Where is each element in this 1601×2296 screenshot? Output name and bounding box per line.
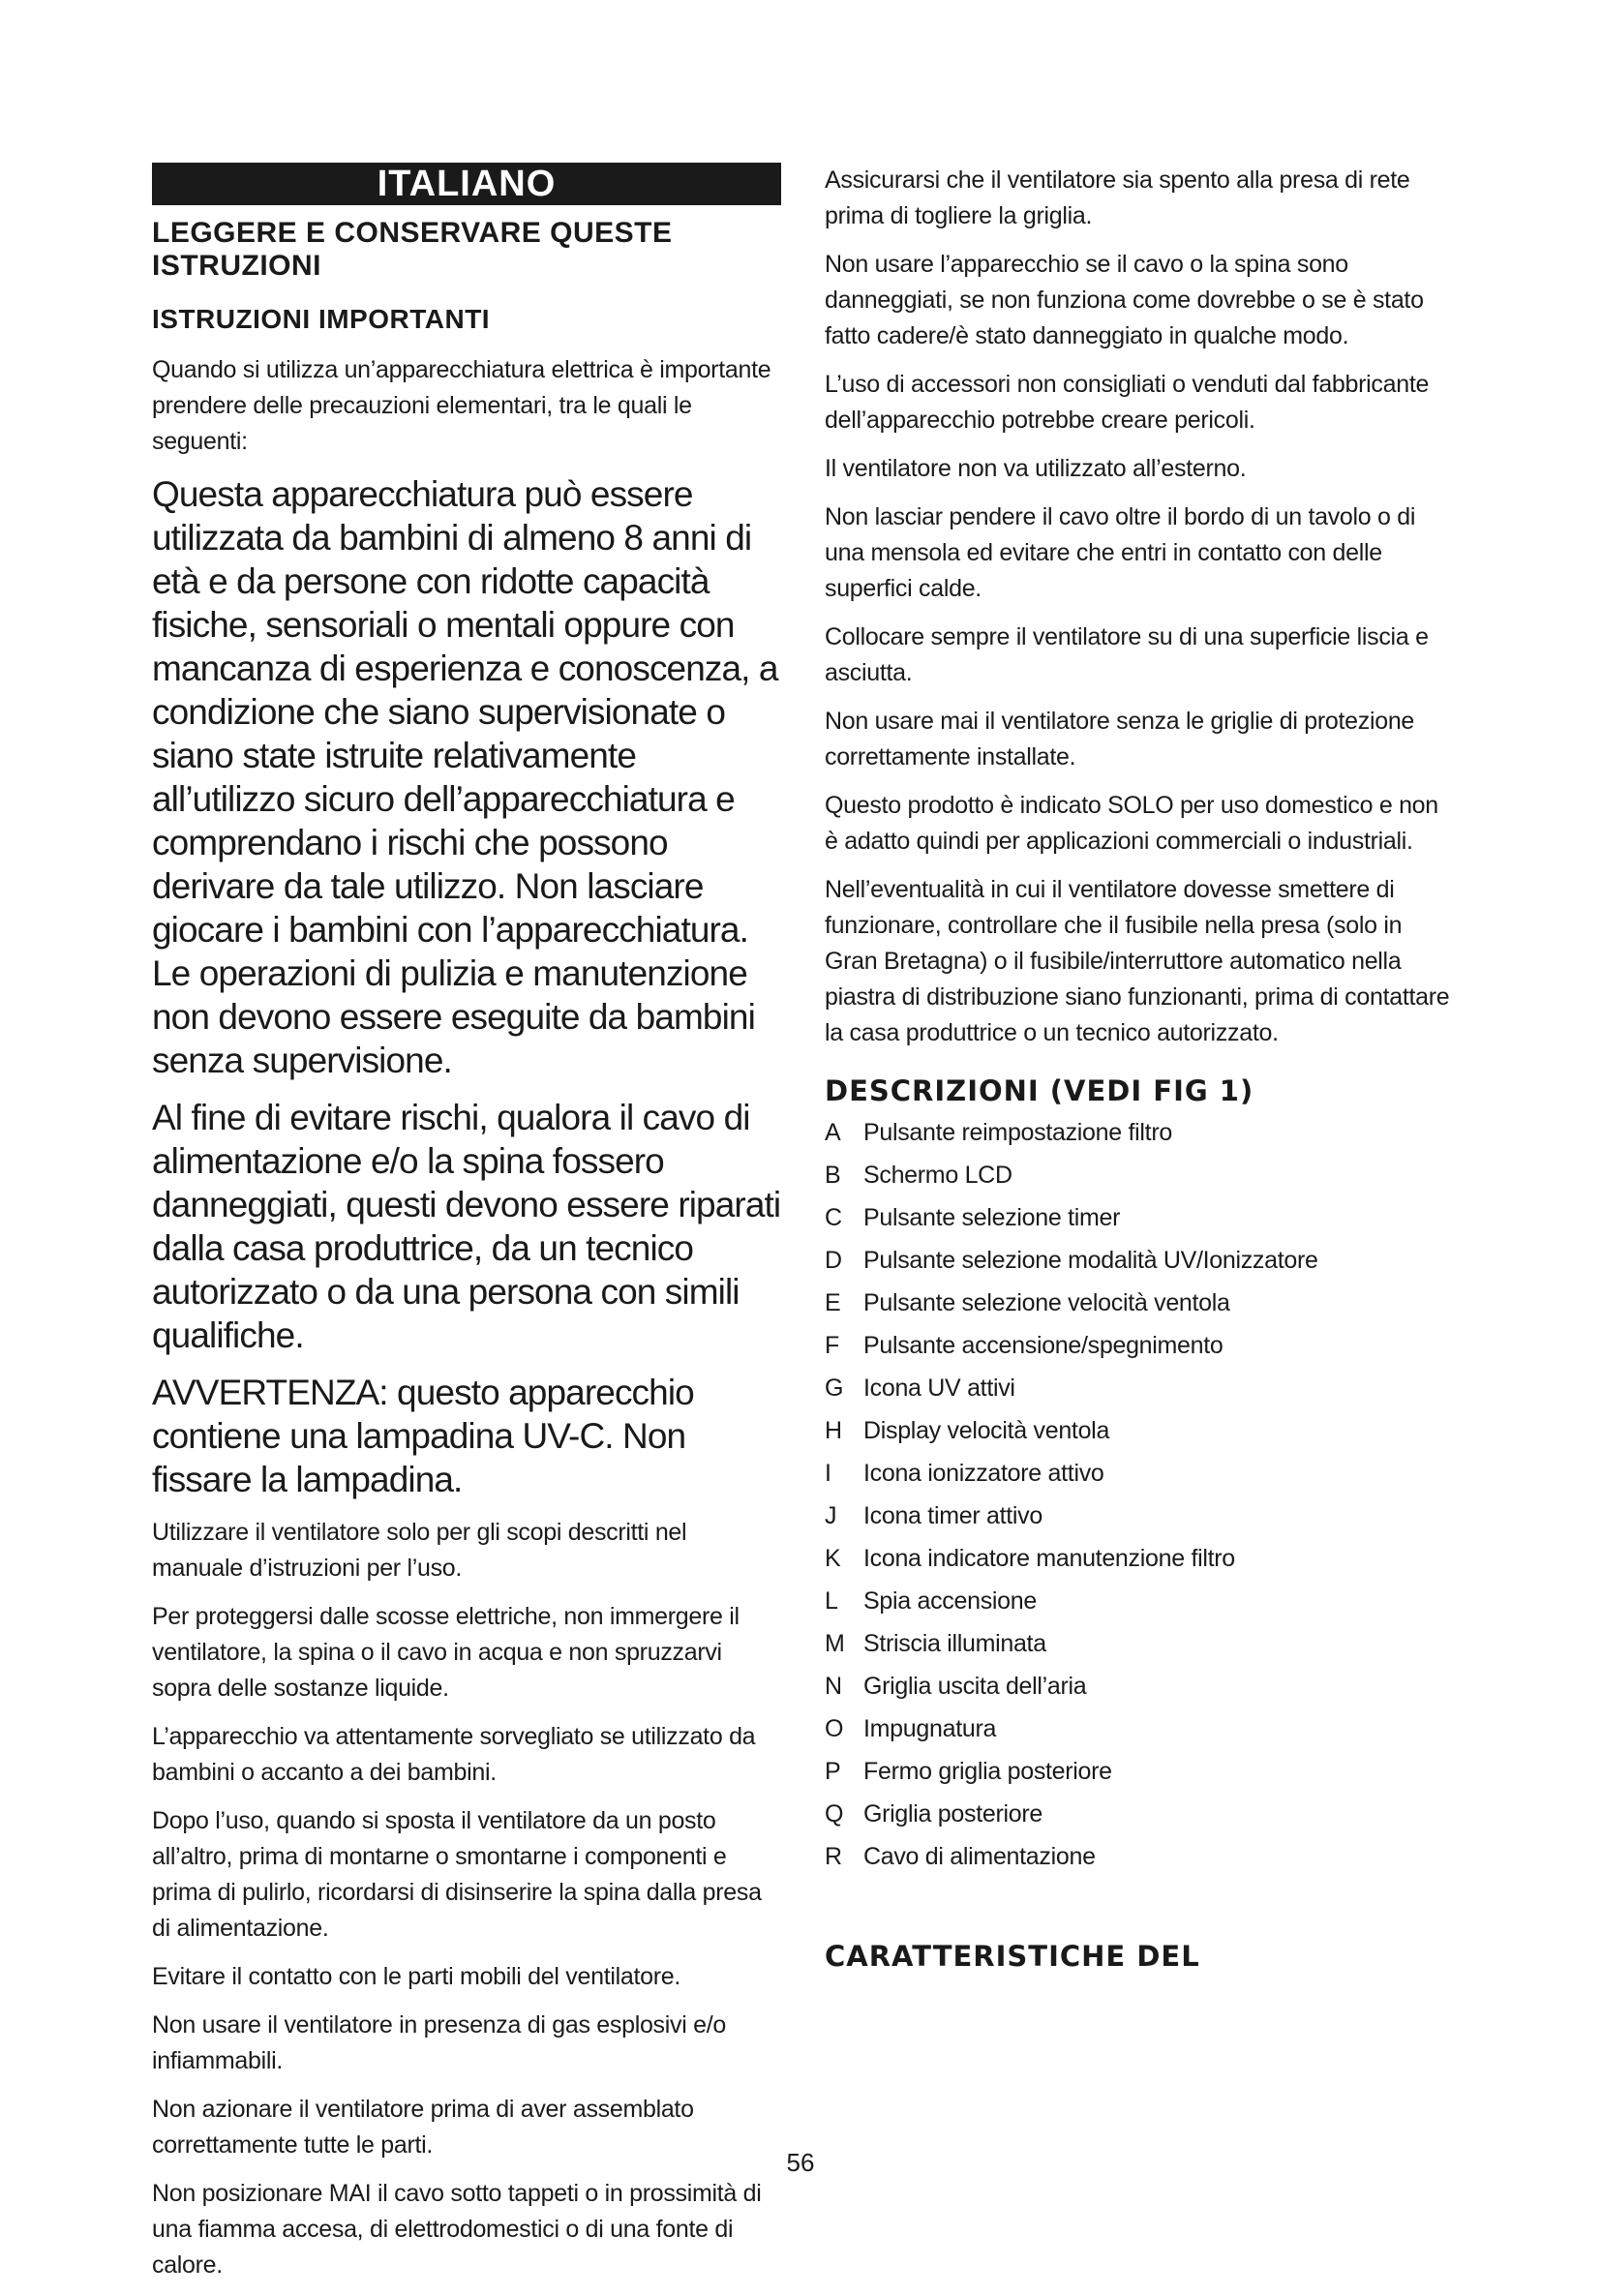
- safety-paragraph: Per proteggersi dalle scosse elettriche, non immergere il ventilatore, la spina o il cavo in acqua e non spruzzarvi sopra delle sostanze liquide.: [152, 1603, 740, 1702]
- description-text: Impugnatura: [863, 1715, 997, 1742]
- description-letter: C: [825, 1204, 842, 1231]
- description-letter: M: [825, 1630, 845, 1657]
- safety-paragraph: Non usare il ventilatore in presenza di gas esplosivi e/o infiammabili.: [152, 2011, 726, 2074]
- description-item: [825, 1622, 1454, 1665]
- language-banner: ITALIANO: [152, 163, 781, 205]
- important-instructions-heading: ISTRUZIONI IMPORTANTI: [152, 304, 491, 334]
- document-title: LEGGERE E CONSERVARE QUESTE ISTRUZIONI: [152, 217, 673, 282]
- safety-paragraph: Non azionare il ventilatore prima di aver assemblato correttamente tutte le parti.: [152, 2096, 694, 2159]
- safety-paragraph: L’uso di accessori non consigliati o venduti dal fabbricante dell’apparecchio potrebbe creare pericoli.: [825, 371, 1430, 434]
- description-item: [825, 1580, 1454, 1622]
- description-text: Griglia posteriore: [863, 1800, 1042, 1828]
- description-text: Pulsante selezione velocità ventola: [863, 1289, 1230, 1316]
- description-item: [825, 1196, 1454, 1239]
- description-item: [825, 1367, 1454, 1409]
- descriptions-list: [825, 1111, 1454, 1878]
- description-letter: P: [825, 1758, 841, 1785]
- safety-paragraph: Nell’eventualità in cui il ventilatore dovesse smettere di funzionare, controllare che il fusibile nella presa (solo in Gran Bretagna) o il fusibile/interruttore automatico nella piastra di distribuzione siano funzionanti, prima di contattare la casa produttrice o un tecnico autorizzato.: [825, 876, 1450, 1046]
- description-item: [825, 1537, 1454, 1580]
- description-item: [825, 1409, 1454, 1452]
- description-text: Pulsante reimpostazione filtro: [863, 1119, 1172, 1146]
- description-letter: J: [825, 1502, 837, 1529]
- safety-paragraph: Non posizionare MAI il cavo sotto tappeti o in prossimità di una fiamma accesa, di elettrodomestici o di una fonte di calore.: [152, 2180, 762, 2279]
- warning-uv-lamp: AVVERTENZA: questo apparecchio contiene una lampadina UV-C. Non fissare la lampadina.: [152, 1373, 694, 1499]
- description-item: [825, 1750, 1454, 1793]
- description-letter: E: [825, 1289, 841, 1316]
- safety-paragraph: Non usare l’apparecchio se il cavo o la spina sono danneggiati, se non funziona come dovrebbe o se è stato fatto cadere/è stato danneggiato in qualche modo.: [825, 251, 1424, 349]
- description-letter: A: [825, 1119, 841, 1146]
- description-letter: D: [825, 1247, 842, 1274]
- safety-paragraph: Utilizzare il ventilatore solo per gli scopi descritti nel manuale d’istruzioni per l’uso.: [152, 1519, 687, 1582]
- description-text: Spia accensione: [863, 1587, 1037, 1615]
- description-letter: F: [825, 1332, 839, 1359]
- description-item: [825, 1495, 1454, 1537]
- left-column: [152, 163, 781, 2296]
- description-text: Pulsante accensione/spegnimento: [863, 1332, 1223, 1359]
- safety-paragraph: Questo prodotto è indicato SOLO per uso domestico e non è adatto quindi per applicazioni commerciali o industriali.: [825, 792, 1438, 855]
- description-item: [825, 1282, 1454, 1324]
- description-text: Cavo di alimentazione: [863, 1843, 1096, 1870]
- description-letter: O: [825, 1715, 844, 1742]
- description-letter: H: [825, 1417, 842, 1444]
- safety-paragraph: L’apparecchio va attentamente sorvegliato se utilizzato da bambini o accanto a dei bambini.: [152, 1723, 756, 1786]
- description-text: Display velocità ventola: [863, 1417, 1110, 1444]
- right-column: [825, 163, 1454, 1977]
- safety-paragraph: Collocare sempre il ventilatore su di una superficie liscia e asciutta.: [825, 623, 1429, 686]
- description-text: Icona indicatore manutenzione filtro: [863, 1545, 1235, 1572]
- safety-paragraph: Evitare il contatto con le parti mobili del ventilatore.: [152, 1963, 680, 1990]
- warning-children: Questa apparecchiatura può essere utilizzata da bambini di almeno 8 anni di età e da persone con ridotte capacità fisiche, sensoriali o mentali oppure con mancanza di esperienza e conoscenza, a condizione che siano supervisionate o siano state istruite relativamente all’utilizzo sicuro dell’apparecchiatura e comprendano i rischi che possono derivare da tale utilizzo. Non lasciare giocare i bambini con l’apparecchiatura. Le operazioni di pulizia e manutenzione non devono essere eseguite da bambini senza supervisione.: [152, 474, 778, 1080]
- description-text: Griglia uscita dell’aria: [863, 1673, 1087, 1700]
- description-letter: I: [825, 1460, 831, 1487]
- description-letter: Q: [825, 1800, 844, 1828]
- description-text: Schermo LCD: [863, 1162, 1012, 1189]
- description-item: [825, 1665, 1454, 1707]
- description-item: [825, 1111, 1454, 1154]
- intro-paragraph: Quando si utilizza un’apparecchiatura elettrica è importante prendere delle precauzioni elementari, tra le quali le seguenti:: [152, 356, 771, 455]
- description-item: [825, 1793, 1454, 1835]
- safety-paragraph: Non usare mai il ventilatore senza le griglie di protezione correttamente installate.: [825, 708, 1415, 770]
- description-item: [825, 1154, 1454, 1196]
- safety-paragraph: Non lasciar pendere il cavo oltre il bordo di un tavolo o di una mensola ed evitare che entri in contatto con delle superfici calde.: [825, 503, 1416, 602]
- description-text: Icona timer attivo: [863, 1502, 1042, 1529]
- description-text: Pulsante selezione modalità UV/Ionizzatore: [863, 1247, 1318, 1274]
- description-item: [825, 1707, 1454, 1750]
- description-letter: B: [825, 1162, 841, 1189]
- description-letter: G: [825, 1375, 844, 1402]
- description-letter: L: [825, 1587, 838, 1615]
- description-item: [825, 1324, 1454, 1367]
- safety-paragraph: Dopo l’uso, quando si sposta il ventilatore da un posto all’altro, prima di montarne o smontarne i componenti e prima di pulirlo, ricordarsi di disinserire la spina dalla presa di alimentazione.: [152, 1807, 762, 1942]
- warning-power-cord: Al fine di evitare rischi, qualora il cavo di alimentazione e/o la spina fossero danneggiati, questi devono essere riparati dalla casa produttrice, da un tecnico autorizzato o da una persona con simili qualifiche.: [152, 1098, 781, 1355]
- description-text: Striscia illuminata: [863, 1630, 1046, 1657]
- description-item: [825, 1835, 1454, 1878]
- features-heading: CARATTERISTICHE DEL: [825, 1940, 1200, 1973]
- description-item: [825, 1239, 1454, 1282]
- description-item: [825, 1452, 1454, 1495]
- description-text: Icona UV attivi: [863, 1375, 1015, 1402]
- descriptions-heading: DESCRIZIONI (VEDI FIG 1): [825, 1074, 1254, 1107]
- safety-paragraph: Assicurarsi che il ventilatore sia spento alla presa di rete prima di togliere la griglia.: [825, 166, 1410, 229]
- safety-paragraph: Il ventilatore non va utilizzato all’esterno.: [825, 455, 1247, 482]
- description-letter: K: [825, 1545, 841, 1572]
- description-text: Fermo griglia posteriore: [863, 1758, 1112, 1785]
- description-text: Icona ionizzatore attivo: [863, 1460, 1104, 1487]
- description-text: Pulsante selezione timer: [863, 1204, 1121, 1231]
- page-number: 56: [786, 2148, 815, 2177]
- description-letter: R: [825, 1843, 842, 1870]
- description-letter: N: [825, 1673, 842, 1700]
